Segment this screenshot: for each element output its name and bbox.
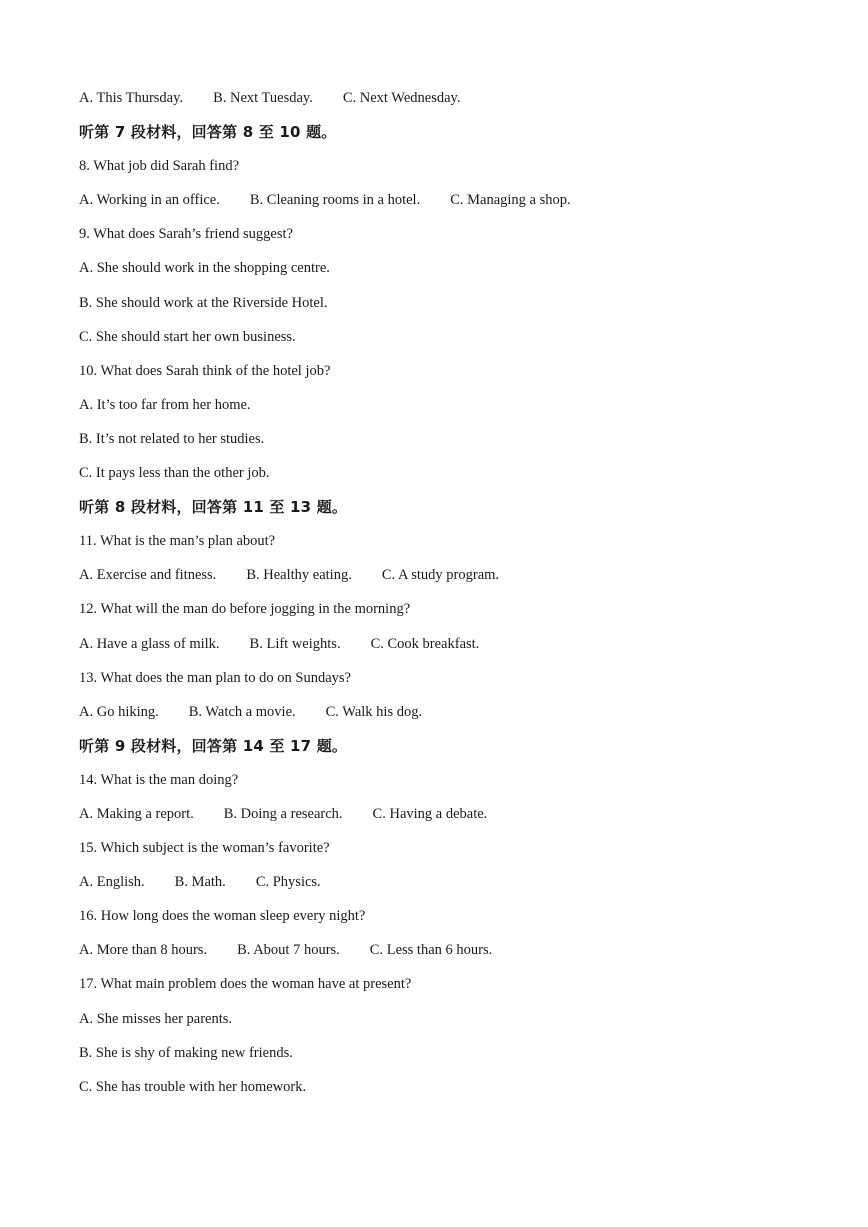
option-line: C. She should start her own business. bbox=[79, 328, 296, 345]
options-row bbox=[79, 700, 839, 734]
options-row bbox=[79, 188, 839, 222]
exam-page bbox=[79, 86, 839, 1109]
option-line: A. She should work in the shopping centre. bbox=[79, 260, 330, 277]
option-c: C. A study program. bbox=[381, 567, 500, 584]
question: 15. Which subject is the woman’s favorite? bbox=[79, 840, 330, 857]
option-c: C. Cook breakfast. bbox=[370, 635, 480, 652]
option-a: A. Have a glass of milk. bbox=[79, 635, 220, 652]
option-line: B. It’s not related to her studies. bbox=[79, 430, 265, 447]
section-header: 听第 7 段材料，回答第 8 至 10 题。 bbox=[79, 123, 337, 142]
option-line: C. It pays less than the other job. bbox=[79, 465, 270, 482]
options-row bbox=[79, 86, 839, 120]
option-b: B. Math. bbox=[174, 874, 226, 891]
question: 12. What will the man do before jogging in the morning? bbox=[79, 601, 411, 618]
question: 10. What does Sarah think of the hotel job? bbox=[79, 362, 331, 379]
option-line: C. She has trouble with her homework. bbox=[79, 1078, 307, 1095]
option-c: C. Having a debate. bbox=[372, 805, 488, 822]
options-row bbox=[79, 870, 839, 904]
options-row bbox=[79, 563, 839, 597]
options-row bbox=[79, 802, 839, 836]
question: 13. What does the man plan to do on Sundays? bbox=[79, 669, 351, 686]
question: 17. What main problem does the woman have at present? bbox=[79, 976, 412, 993]
option-b: B. Next Tuesday. bbox=[213, 90, 313, 106]
option-b: B. Doing a research. bbox=[223, 805, 343, 822]
option-b: B. Cleaning rooms in a hotel. bbox=[249, 192, 421, 209]
option-c: C. Next Wednesday. bbox=[342, 90, 461, 106]
option-a: A. Go hiking. bbox=[79, 703, 159, 720]
option-a: A. Exercise and fitness. bbox=[79, 567, 217, 584]
option-b: B. Healthy eating. bbox=[246, 567, 352, 584]
option-line: B. She should work at the Riverside Hotel. bbox=[79, 294, 328, 311]
option-a: A. More than 8 hours. bbox=[79, 942, 208, 959]
option-b: B. About 7 hours. bbox=[237, 942, 340, 959]
option-a: A. English. bbox=[79, 874, 145, 891]
option-b: B. Watch a movie. bbox=[188, 703, 296, 720]
option-b: B. Lift weights. bbox=[249, 635, 341, 652]
option-c: C. Less than 6 hours. bbox=[369, 942, 493, 959]
option-line: A. It’s too far from her home. bbox=[79, 396, 251, 413]
option-a: A. Working in an office. bbox=[79, 192, 220, 209]
question: 8. What job did Sarah find? bbox=[79, 158, 240, 175]
section-header: 听第 8 段材料，回答第 11 至 13 题。 bbox=[79, 498, 348, 517]
options-row bbox=[79, 632, 839, 666]
option-a: A. This Thursday. bbox=[79, 90, 184, 106]
section-header: 听第 9 段材料，回答第 14 至 17 题。 bbox=[79, 736, 348, 755]
option-c: C. Physics. bbox=[255, 874, 321, 891]
options-row bbox=[79, 938, 839, 972]
question: 16. How long does the woman sleep every night? bbox=[79, 908, 366, 925]
question: 9. What does Sarah’s friend suggest? bbox=[79, 226, 293, 243]
option-line: A. She misses her parents. bbox=[79, 1010, 233, 1027]
option-a: A. Making a report. bbox=[79, 805, 194, 822]
question: 11. What is the man’s plan about? bbox=[79, 533, 276, 550]
option-line: B. She is shy of making new friends. bbox=[79, 1044, 293, 1061]
option-c: C. Walk his dog. bbox=[325, 703, 423, 720]
question: 14. What is the man doing? bbox=[79, 771, 239, 788]
option-c: C. Managing a shop. bbox=[450, 192, 571, 209]
